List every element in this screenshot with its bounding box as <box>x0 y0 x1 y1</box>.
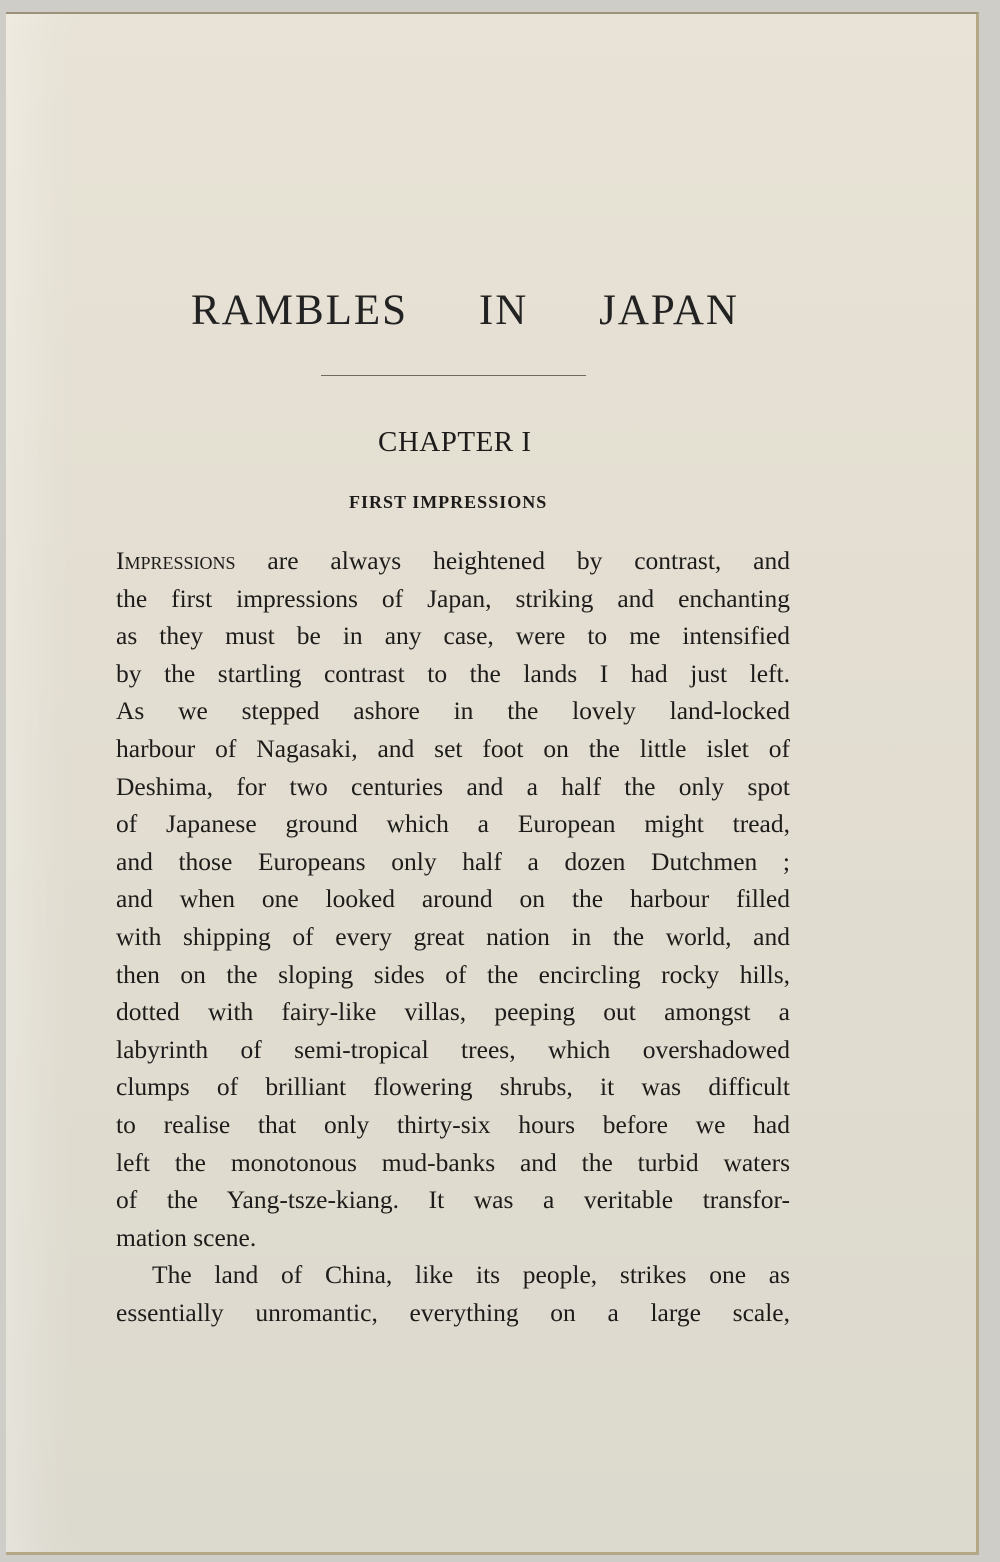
text-line: mation scene. <box>116 1222 257 1252</box>
text-line: of the Yang-tsze-kiang. It was a veritable transfor- <box>116 1185 790 1215</box>
text-line: of Japanese ground which a European might tread, <box>116 809 790 839</box>
text-line: The land of China, like its people, strikes one as <box>152 1260 790 1290</box>
line-text: are always heightened by contrast, and <box>235 546 790 575</box>
chapter-title: FIRST IMPRESSIONS <box>349 492 548 512</box>
text-line: and when one looked around on the harbour filled <box>116 884 790 914</box>
text-line: and those Europeans only half a dozen Dutchmen ; <box>116 846 790 876</box>
text-line: harbour of Nagasaki, and set foot on the little islet of <box>116 733 790 763</box>
chapter-heading: CHAPTER I <box>378 426 532 458</box>
text-line: As we stepped ashore in the lovely land-locked <box>116 696 790 726</box>
text-line: dotted with fairy-like villas, peeping out amongst a <box>116 997 790 1027</box>
text-line: Deshima, for two centuries and a half the only spot <box>116 771 790 801</box>
book-page <box>6 12 979 1555</box>
first-word: Impressions <box>116 546 236 575</box>
text-line: as they must be in any case, were to me intensified <box>116 621 790 651</box>
text-line: to realise that only thirty-six hours before we had <box>116 1109 790 1139</box>
title-divider <box>321 375 586 376</box>
text-line: the first impressions of Japan, striking and enchanting <box>116 583 790 613</box>
text-line: essentially unromantic, everything on a large scale, <box>116 1297 790 1327</box>
text-line: by the startling contrast to the lands I had just left. <box>116 658 790 688</box>
body-text <box>116 542 790 1331</box>
text-line: then on the sloping sides of the encircling rocky hills, <box>116 959 790 989</box>
text-line: clumps of brilliant flowering shrubs, it was difficult <box>116 1072 790 1102</box>
text-line <box>116 542 790 580</box>
text-line: left the monotonous mud-banks and the turbid waters <box>116 1147 790 1177</box>
text-line: with shipping of every great nation in the world, and <box>116 921 790 951</box>
text-line: labyrinth of semi-tropical trees, which overshadowed <box>116 1034 790 1064</box>
book-title: RAMBLES IN JAPAN <box>191 287 739 334</box>
